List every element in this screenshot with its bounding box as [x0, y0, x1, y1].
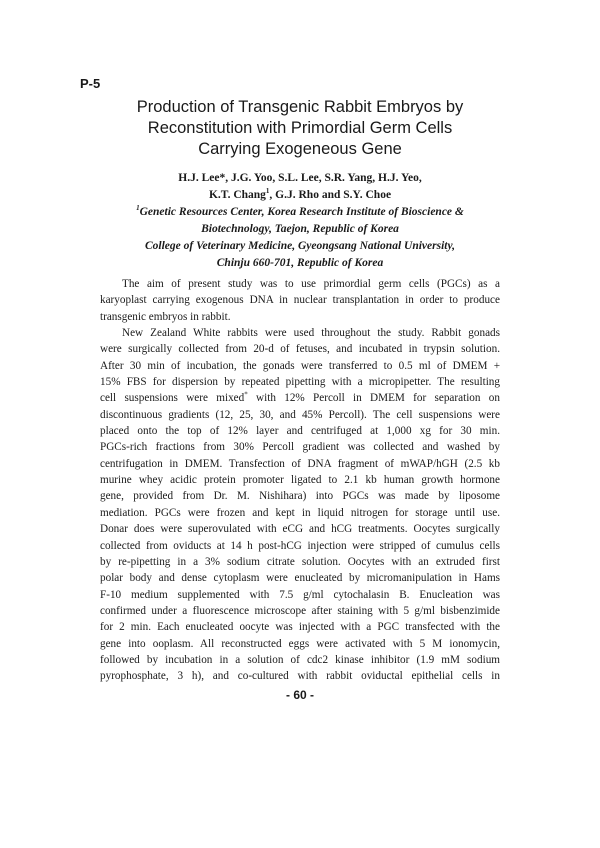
text-line: New Zealand White rabbits were used throughout the study. Rabbit gonads [122, 327, 500, 340]
text-line: followed by incubation in a solution of cdc2 kinase inhibitor (1.9 mM sodium [100, 653, 500, 666]
affiliation-line: Chinju 660-701, Republic of Korea [216, 257, 384, 269]
affiliation-marker: 1 [265, 187, 270, 196]
text-line: for 2 min. Each enucleated oocyte was injected with a PGC transfected with the [100, 621, 500, 634]
text-line: by re-pipetting in a 3% sodium citrate solution. Oocytes with an extruded first [100, 555, 500, 568]
title-line: Carrying Exogeneous Gene [198, 140, 402, 158]
title-line: Reconstitution with Primordial Germ Cells [147, 119, 453, 137]
text-line: polar body and dense cytoplasm were enucleated by micromanipulation in Hams [100, 572, 500, 585]
affiliation-marker: 1 [136, 204, 140, 213]
text-line: F-10 medium supplemented with 7.5 g/ml cytochalasin B. Enucleation was [100, 588, 500, 601]
author-names: , G.J. Rho and S.Y. Choe [269, 189, 392, 201]
text-line: transgenic embryos in rabbit. [100, 310, 231, 323]
text-line: placed onto the top of 12% layer and centrifuged at 1,000 xg for 30 min. [100, 425, 500, 438]
affiliation-line [60, 204, 540, 221]
author-list [60, 170, 540, 204]
author-name: K.T. Chang [208, 189, 266, 201]
affiliation-line: College of Veterinary Medicine, Gyeongsang National University, [144, 240, 456, 252]
text-fragment: with 12% Percoll in DMEM for separation on [247, 392, 500, 405]
affiliation-line: Biotechnology, Taejon, Republic of Korea [201, 223, 399, 235]
text-line: karyoplast carrying exogenous DNA in nuclear transplantation in order to produce [100, 294, 500, 307]
text-line: gene into ooplasm. All reconstructed eggs were activated with 5 M ionomycin, [100, 637, 500, 650]
footnote-marker: * [244, 390, 248, 399]
text-line [100, 390, 500, 406]
abstract-body [100, 276, 500, 685]
title-line: Production of Transgenic Rabbit Embryos by [136, 98, 464, 116]
text-line: murine whey acidic protein promoter ligated to 2.1 kb human growth hormone [100, 474, 500, 487]
text-line: centrifugation in DMEM. Transfection of DNA fragment of mWAP/hGH (2.5 kb [100, 457, 500, 470]
text-fragment: cell suspensions were mixed [100, 392, 245, 405]
text-line: Donar does were superovulated with eCG and hCG treatments. Oocytes surgically [100, 523, 500, 536]
text-line: The aim of present study was to use primordial germ cells (PGCs) as a [122, 278, 500, 290]
text-line: collected from oviducts at 14 h post-hCG injection were stripped of cumulus cells [100, 539, 500, 552]
text-line: mediation. PGCs were frozen and kept in liquid nitrogen for storage until use. [100, 506, 500, 519]
author-line [60, 187, 540, 204]
text-line: gene, provided from Dr. M. Nishihara) into PGCs was made by liposome [100, 490, 500, 503]
text-line: 15% FBS for dispersion by repeated pipetting with a micropipetter. The resulting [100, 376, 500, 389]
affiliations [60, 204, 540, 272]
text-line: PGCs-rich fractions from 30% Percoll gradient was collected and washed by [100, 441, 500, 454]
text-line: pyrophosphate, 3 h), and co-cultured with rabbit oviductal epithelial cells in [100, 670, 500, 683]
page-number: - 60 - [285, 688, 314, 702]
affiliation-text: Genetic Resources Center, Korea Research Institute of Bioscience & [139, 206, 464, 218]
paper-title [60, 97, 540, 160]
author-line: H.J. Lee*, J.G. Yoo, S.L. Lee, S.R. Yang, H.J. Yeo, [178, 172, 422, 184]
text-line: After 30 min of incubation, the gonads were transferred to 0.5 ml of DMEM + [100, 359, 500, 372]
text-line: confirmed under a fluorescence microscope after staining with 5 g/ml bisbenzimide [100, 604, 500, 617]
page-label: P-5 [80, 76, 101, 91]
text-line: discontinuous gradients (12, 25, 30, and 45% Percoll). The cell suspensions were [100, 408, 500, 421]
text-line: were surgically collected from 20-d of fetuses, and incubated in trypsin solution. [100, 343, 500, 356]
